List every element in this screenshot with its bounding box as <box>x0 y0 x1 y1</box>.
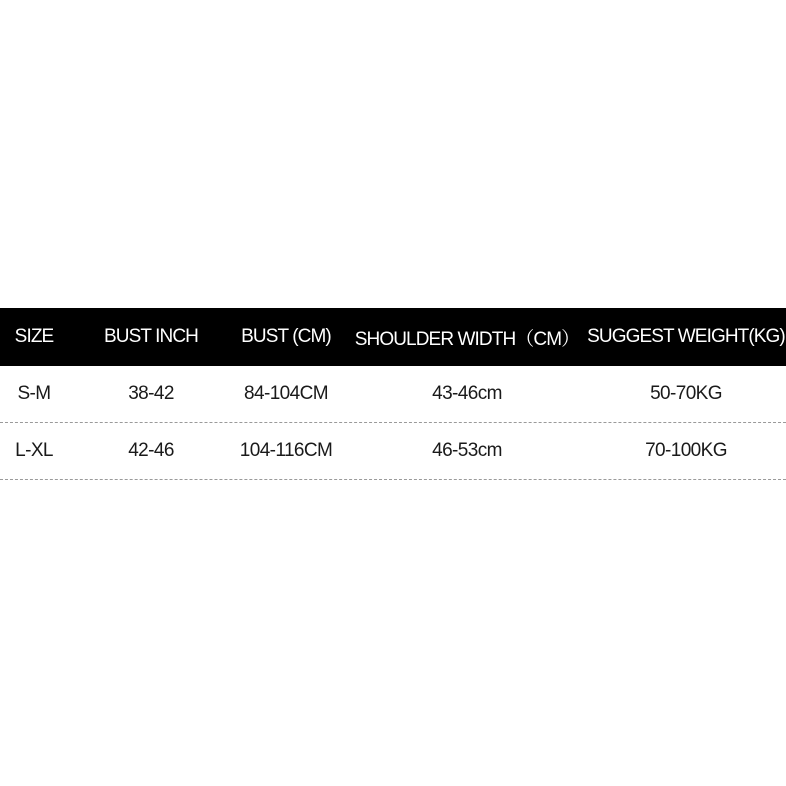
cell-size: S-M <box>17 383 51 404</box>
cell-bust-inch: 38-42 <box>128 383 174 404</box>
header-bust-inch: BUST INCH <box>104 326 198 347</box>
header-suggest-weight: SUGGEST WEIGHT(KG) <box>587 326 785 347</box>
size-chart-table <box>0 308 786 480</box>
header-size: SIZE <box>14 326 54 347</box>
cell-suggest-weight: 70-100KG <box>645 440 727 461</box>
cell-suggest-weight: 50-70KG <box>650 383 722 404</box>
header-bust-cm: BUST (CM) <box>241 326 331 347</box>
table-header-row <box>0 308 786 366</box>
cell-bust-cm: 84-104CM <box>244 383 328 404</box>
cell-size: L-XL <box>15 440 53 461</box>
header-shoulder-width: SHOULDER WIDTH（CM） <box>354 328 580 350</box>
table-row-l-xl <box>0 423 786 480</box>
cell-bust-cm: 104-116CM <box>239 440 333 461</box>
table-row-s-m <box>0 366 786 423</box>
cell-bust-inch: 42-46 <box>128 440 174 461</box>
cell-shoulder-width: 46-53cm <box>432 440 502 461</box>
cell-shoulder-width: 43-46cm <box>432 383 502 404</box>
